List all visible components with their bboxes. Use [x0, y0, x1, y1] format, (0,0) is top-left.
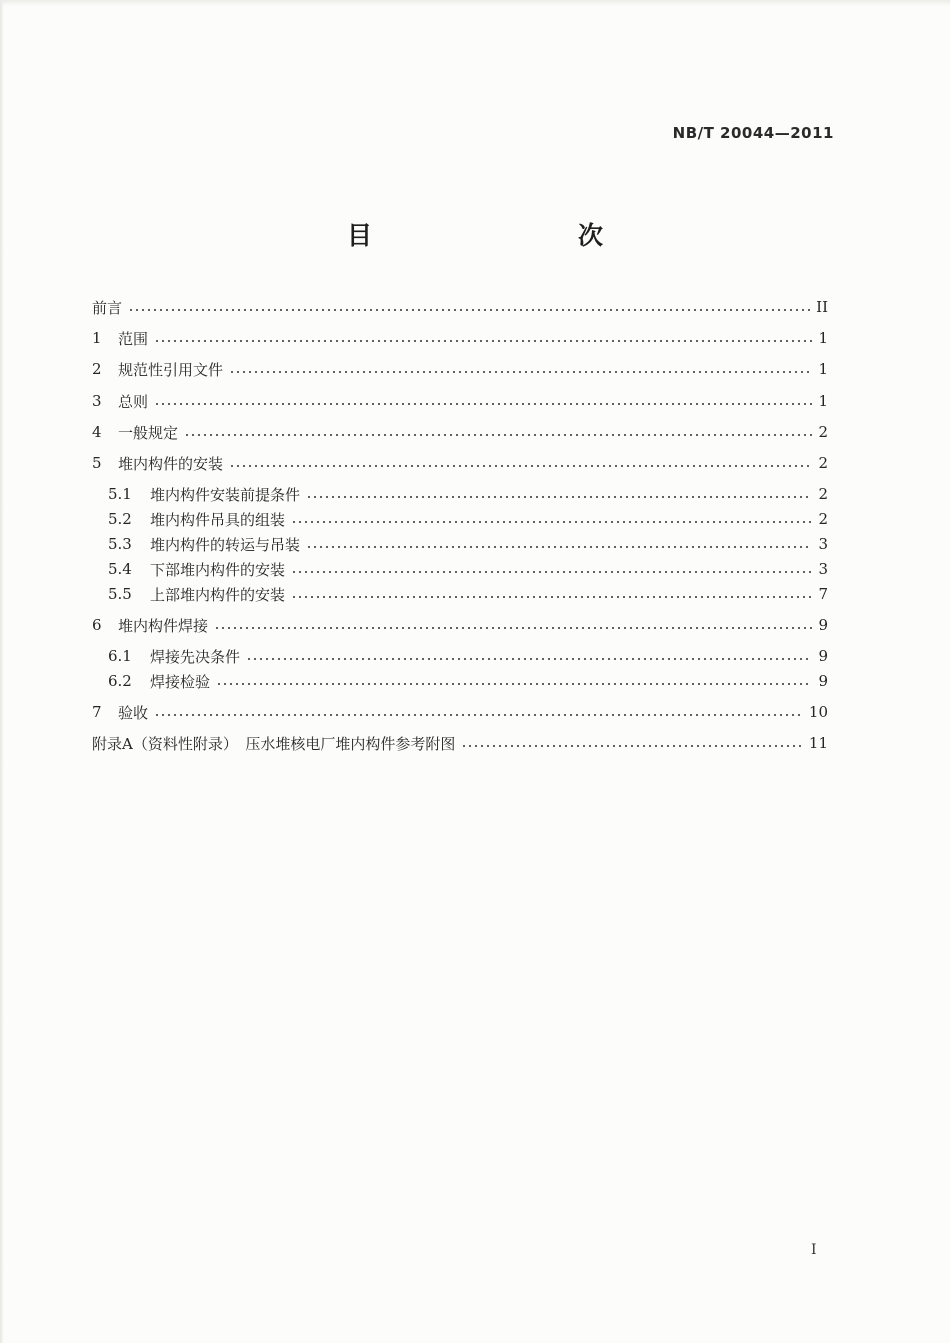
toc-entry-label: 前言	[92, 298, 123, 317]
toc-entry-page: 1	[818, 360, 828, 378]
toc-leader-dots	[291, 571, 812, 573]
toc-entry-page: 9	[818, 616, 828, 634]
toc-leader-dots	[128, 309, 810, 311]
toc-entry-number: 4	[92, 423, 102, 441]
toc-leader-dots	[306, 496, 812, 498]
toc-entry-5-3[interactable]	[108, 533, 828, 555]
toc-entry-label: 堆内构件安装前提条件	[150, 485, 301, 504]
toc-entry-page: 2	[818, 423, 828, 441]
toc-entry-label: 堆内构件的安装	[118, 454, 224, 473]
toc-leader-dots	[214, 627, 812, 629]
toc-entry-label: 下部堆内构件的安装	[150, 560, 286, 579]
toc-entry-page: 11	[808, 734, 828, 752]
toc-leader-dots	[154, 714, 803, 716]
toc-leader-dots	[229, 465, 812, 467]
toc-entry-page: 2	[818, 454, 828, 472]
toc-entry-page: II	[816, 298, 828, 316]
toc-entry-label: 附录A（资料性附录） 压水堆核电厂堆内构件参考附图	[92, 734, 456, 753]
toc-entry-number: 5	[92, 454, 102, 472]
toc-entry-number: 2	[92, 360, 102, 378]
toc-entry-3[interactable]	[92, 390, 828, 412]
toc-entry-label: 堆内构件的转运与吊装	[150, 535, 301, 554]
toc-entry-number: 5.2	[108, 510, 132, 528]
toc-entry-6-1[interactable]	[108, 645, 828, 667]
toc-entry-number: 7	[92, 703, 102, 721]
toc-entry-label: 焊接先决条件	[150, 647, 241, 666]
toc-entry-number: 5.4	[108, 560, 132, 578]
toc-entry-page: 9	[818, 672, 828, 690]
toc-entry-page: 1	[818, 329, 828, 347]
toc-leader-dots	[306, 546, 812, 548]
page-number: I	[811, 1242, 817, 1258]
toc-leader-dots	[154, 403, 812, 405]
toc-entry-label: 规范性引用文件	[118, 360, 224, 379]
toc-entry-1[interactable]	[92, 327, 828, 349]
toc-entry-5-1[interactable]	[108, 483, 828, 505]
toc-entry-5[interactable]	[92, 452, 828, 474]
toc-entry-page: 9	[818, 647, 828, 665]
toc-entry-page: 7	[818, 585, 828, 603]
toc-entry-2[interactable]	[92, 358, 828, 380]
toc-leader-dots	[229, 371, 812, 373]
toc-entry-page: 2	[818, 510, 828, 528]
scan-edge-top	[0, 0, 950, 6]
toc-entry-number: 6.1	[108, 647, 132, 665]
toc-entry-number: 5.3	[108, 535, 132, 553]
toc-entry-label: 验收	[118, 703, 149, 722]
toc-leader-dots	[246, 658, 812, 660]
toc-entry-page: 2	[818, 485, 828, 503]
toc-entry-page: 3	[818, 535, 828, 553]
toc-leader-dots	[154, 340, 812, 342]
toc-entry-label: 堆内构件吊具的组装	[150, 510, 286, 529]
toc-entry-page: 1	[818, 392, 828, 410]
toc-entry-number: 5.1	[108, 485, 132, 503]
toc-entry-7[interactable]	[92, 701, 828, 723]
toc-entry-6-2[interactable]	[108, 670, 828, 692]
toc-entry-number: 3	[92, 392, 102, 410]
toc-entry-page: 10	[808, 703, 828, 721]
document-code: NB/T 20044—2011	[672, 124, 834, 142]
toc-leader-dots	[291, 596, 812, 598]
toc-entry-6[interactable]	[92, 614, 828, 636]
toc-entry-page: 3	[818, 560, 828, 578]
toc-entry-5-5[interactable]	[108, 583, 828, 605]
toc-entry-number: 5.5	[108, 585, 132, 603]
toc-leader-dots	[184, 434, 812, 436]
toc-entry-label: 总则	[118, 392, 149, 411]
toc-title: 目 次	[346, 221, 655, 250]
scan-edge	[0, 0, 4, 1343]
toc-entry-number: 6.2	[108, 672, 132, 690]
toc-leader-dots	[461, 745, 803, 747]
toc-entry-number: 1	[92, 329, 102, 347]
toc-entry-5-4[interactable]	[108, 558, 828, 580]
toc-leader-dots	[216, 683, 812, 685]
toc-entry-label: 一般规定	[118, 423, 179, 442]
toc-entry-label: 焊接检验	[150, 672, 211, 691]
toc-entry-number: 6	[92, 616, 102, 634]
toc-entry-5-2[interactable]	[108, 508, 828, 530]
toc-entry-label: 上部堆内构件的安装	[150, 585, 286, 604]
toc-entry-4[interactable]	[92, 421, 828, 443]
toc-leader-dots	[291, 521, 812, 523]
toc-entry-foreword[interactable]	[92, 296, 828, 318]
toc-entry-appendix-a[interactable]	[92, 732, 828, 754]
toc-entry-label: 范围	[118, 329, 149, 348]
toc-entry-label: 堆内构件焊接	[118, 616, 209, 635]
